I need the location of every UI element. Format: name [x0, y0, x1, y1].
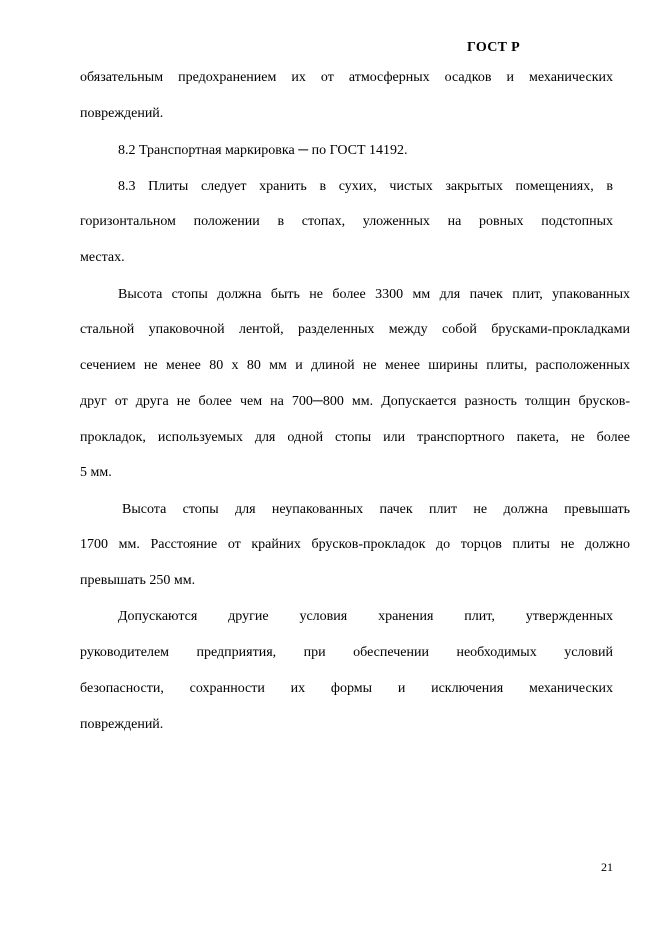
page-number: 21 — [601, 860, 613, 874]
text-line: 1700 мм. Расстояние от крайних брусков-прокладок до торцов плиты не должно — [80, 537, 630, 552]
text-line: 5 мм. — [80, 465, 112, 480]
text-line: местах. — [80, 250, 125, 265]
page-header-title: ГОСТ Р — [467, 40, 520, 55]
text-line: друг от друга не более чем на 700─800 мм. Допускается разность толщин брусков- — [80, 394, 630, 409]
text-line: обязательным предохранением их от атмосферных осадков и механических — [80, 70, 613, 85]
text-line: Допускаются другие условия хранения плит, утвержденных — [118, 609, 613, 624]
text-line: стальной упаковочной лентой, разделенных между собой брусками-прокладками — [80, 322, 630, 337]
text-line: Высота стопы должна быть не более 3300 мм для пачек плит, упакованных — [118, 287, 630, 302]
text-line: Высота стопы для неупакованных пачек плит не должна превышать — [122, 502, 630, 517]
text-line: прокладок, используемых для одной стопы или транспортного пакета, не более — [80, 430, 630, 445]
text-line: повреждений. — [80, 717, 164, 732]
text-line: безопасности, сохранности их формы и исключения механических — [80, 681, 613, 696]
text-line: 8.3 Плиты следует хранить в сухих, чистых закрытых помещениях, в — [118, 179, 613, 194]
text-line: повреждений. — [80, 106, 164, 121]
text-line: превышать 250 мм. — [80, 573, 196, 588]
text-line: 8.2 Транспортная маркировка ─ по ГОСТ 14192. — [118, 143, 408, 158]
text-line: руководителем предприятия, при обеспечении необходимых условий — [80, 645, 613, 660]
text-line: горизонтальном положении в стопах, уложенных на ровных подстопных — [80, 214, 613, 229]
text-line: сечением не менее 80 х 80 мм и длиной не менее ширины плиты, расположенных — [80, 358, 630, 373]
